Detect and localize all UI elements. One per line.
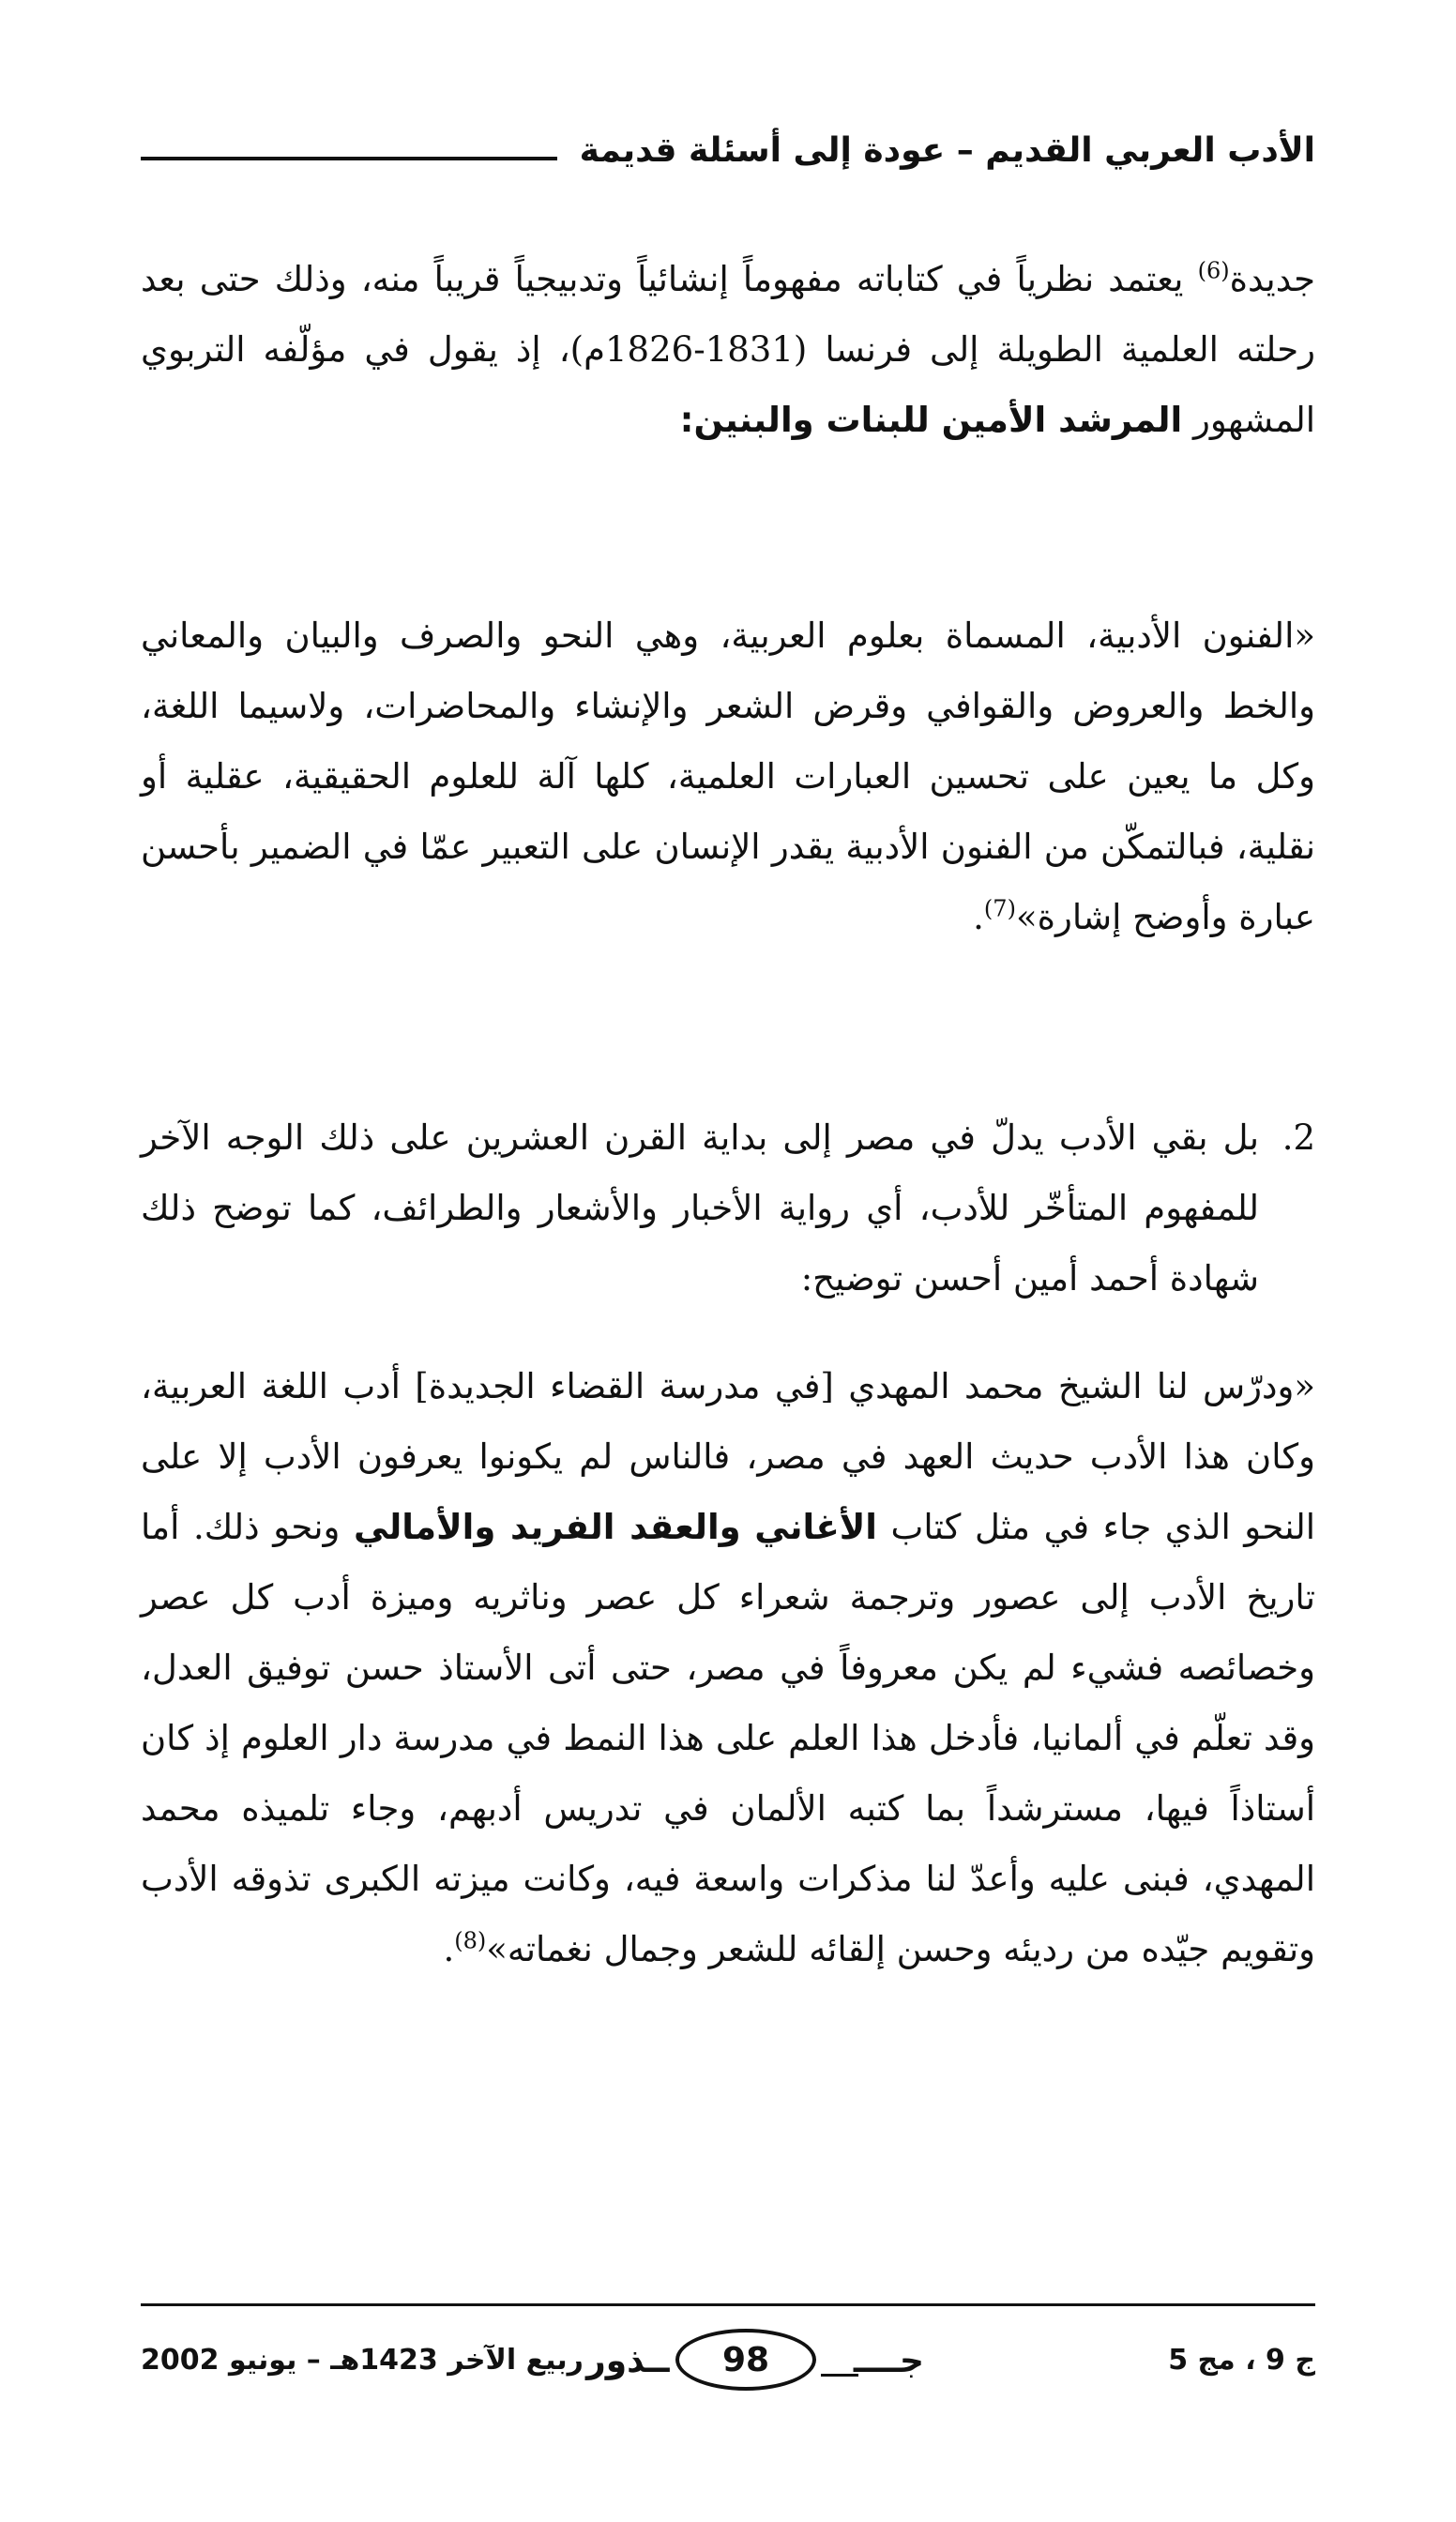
intro-text-2: يعتمد نظرياً في كتاباته مفهوماً إنشائياً وتدبيجياً قريباً منه، وذلك حتى بعد رحلته العلمية الطويلة إلى فرنسا (1831-1826م)، إذ يقول في مؤلّفه التربوي المشهور: [141, 259, 1315, 440]
intro-text-1: جديدة: [1229, 259, 1315, 299]
book-title-aghani: الأغاني: [754, 1507, 877, 1547]
journal-masthead: [586, 2329, 924, 2394]
footnote-ref-7[interactable]: (7): [983, 895, 1016, 922]
issue-info: ج 9 ، مج 5: [1168, 2344, 1315, 2377]
footnote-ref-6[interactable]: (6): [1197, 257, 1230, 284]
footer-rule: [141, 2303, 1315, 2306]
quote-1-text: «الفنون الأدبية، المسماة بعلوم العربية، وهي النحو والصرف والبيان والمعاني والخط والعروض والقوافي وقرض الشعر والإنشاء والمحاضرات، ولاسيما اللغة، وكل ما يعين على تحسين العبارات العلمية، كلها آلة للعلوم الحقيقية، عقلية أو نقلية، فبالتمكّن من الفنون الأدبية يقدر الإنسان على التعبير عمّا في الضمير بأحسن عبارة وأوضح إشارة»: [141, 615, 1315, 937]
list-item-text: بل بقي الأدب يدلّ في مصر إلى بداية القرن العشرين على ذلك الوجه الآخر للمفهوم المتأخّر للأدب، أي رواية الأخبار والأشعار والطرائف، كما توضح ذلك شهادة أحمد أمين أحسن توضيح:: [141, 1117, 1259, 1299]
quote-2-end: .: [443, 1929, 455, 1969]
quotation-tahtawi: [141, 600, 1315, 952]
footnote-ref-8[interactable]: (8): [454, 1927, 487, 1954]
masthead-right: جــــ: [853, 2342, 924, 2380]
masthead-left: ــذور: [586, 2342, 670, 2380]
header-rule: [141, 157, 557, 160]
quote-2-text-3: ونحو ذلك. أما تاريخ الأدب إلى عصور وترجمة شعراء كل عصر وناثريه وميزة أدب كل عصر وخصائصه فشيء لم يكن معروفاً في مصر، حتى أتى الأستاذ حسن توفيق العدل، وقد تعلّم في ألمانيا، فأدخل هذا العلم على هذا النمط في مدرسة دار العلوم إذ كان أستاذاً فيها، مسترشداً بما كتبه الألمان في تدريس أدبهم، وجاء تلميذه محمد المهدي، فبنى عليه وأعدّ لنا مذكرات واسعة فيه، وكانت ميزته الكبرى تذوقه الأدب وتقويم جيّده من رديئه وحسن إلقائه للشعر وجمال نغماته»: [141, 1507, 1315, 1969]
quote-2-text-1: «ودرّس لنا الشيخ محمد المهدي [في مدرسة القضاء الجديدة] أدب اللغة العربية، وكان هذا الأدب حديث العهد في مصر، فالناس لم يكونوا يعرفون الأدب إلا على النحو الذي جاء في مثل كتاب: [141, 1366, 1316, 1547]
running-header: [141, 122, 1315, 178]
page-footer: [141, 2325, 1315, 2400]
page-number: 98: [675, 2329, 816, 2391]
quote-2-text-2: [741, 1507, 755, 1547]
intro-paragraph: [141, 244, 1315, 455]
quote-1-end: .: [973, 897, 984, 937]
issue-date: ربيع الآخر 1423هـ – يونيو 2002: [141, 2344, 584, 2377]
running-title: الأدب العربي القديم – عودة إلى أسئلة قديمة: [579, 130, 1315, 170]
book-title-murshid: المرشد الأمين للبنات والبنين: [693, 400, 1183, 440]
quotation-ahmad-amin: [141, 1351, 1315, 1984]
list-item-number: 2.: [1282, 1117, 1315, 1158]
masthead-line-right: [821, 2374, 858, 2377]
intro-text-3: :: [679, 400, 694, 440]
list-item-2: [141, 1102, 1315, 1314]
book-title-iqd-amali: والعقد الفريد والأمالي: [353, 1507, 741, 1547]
